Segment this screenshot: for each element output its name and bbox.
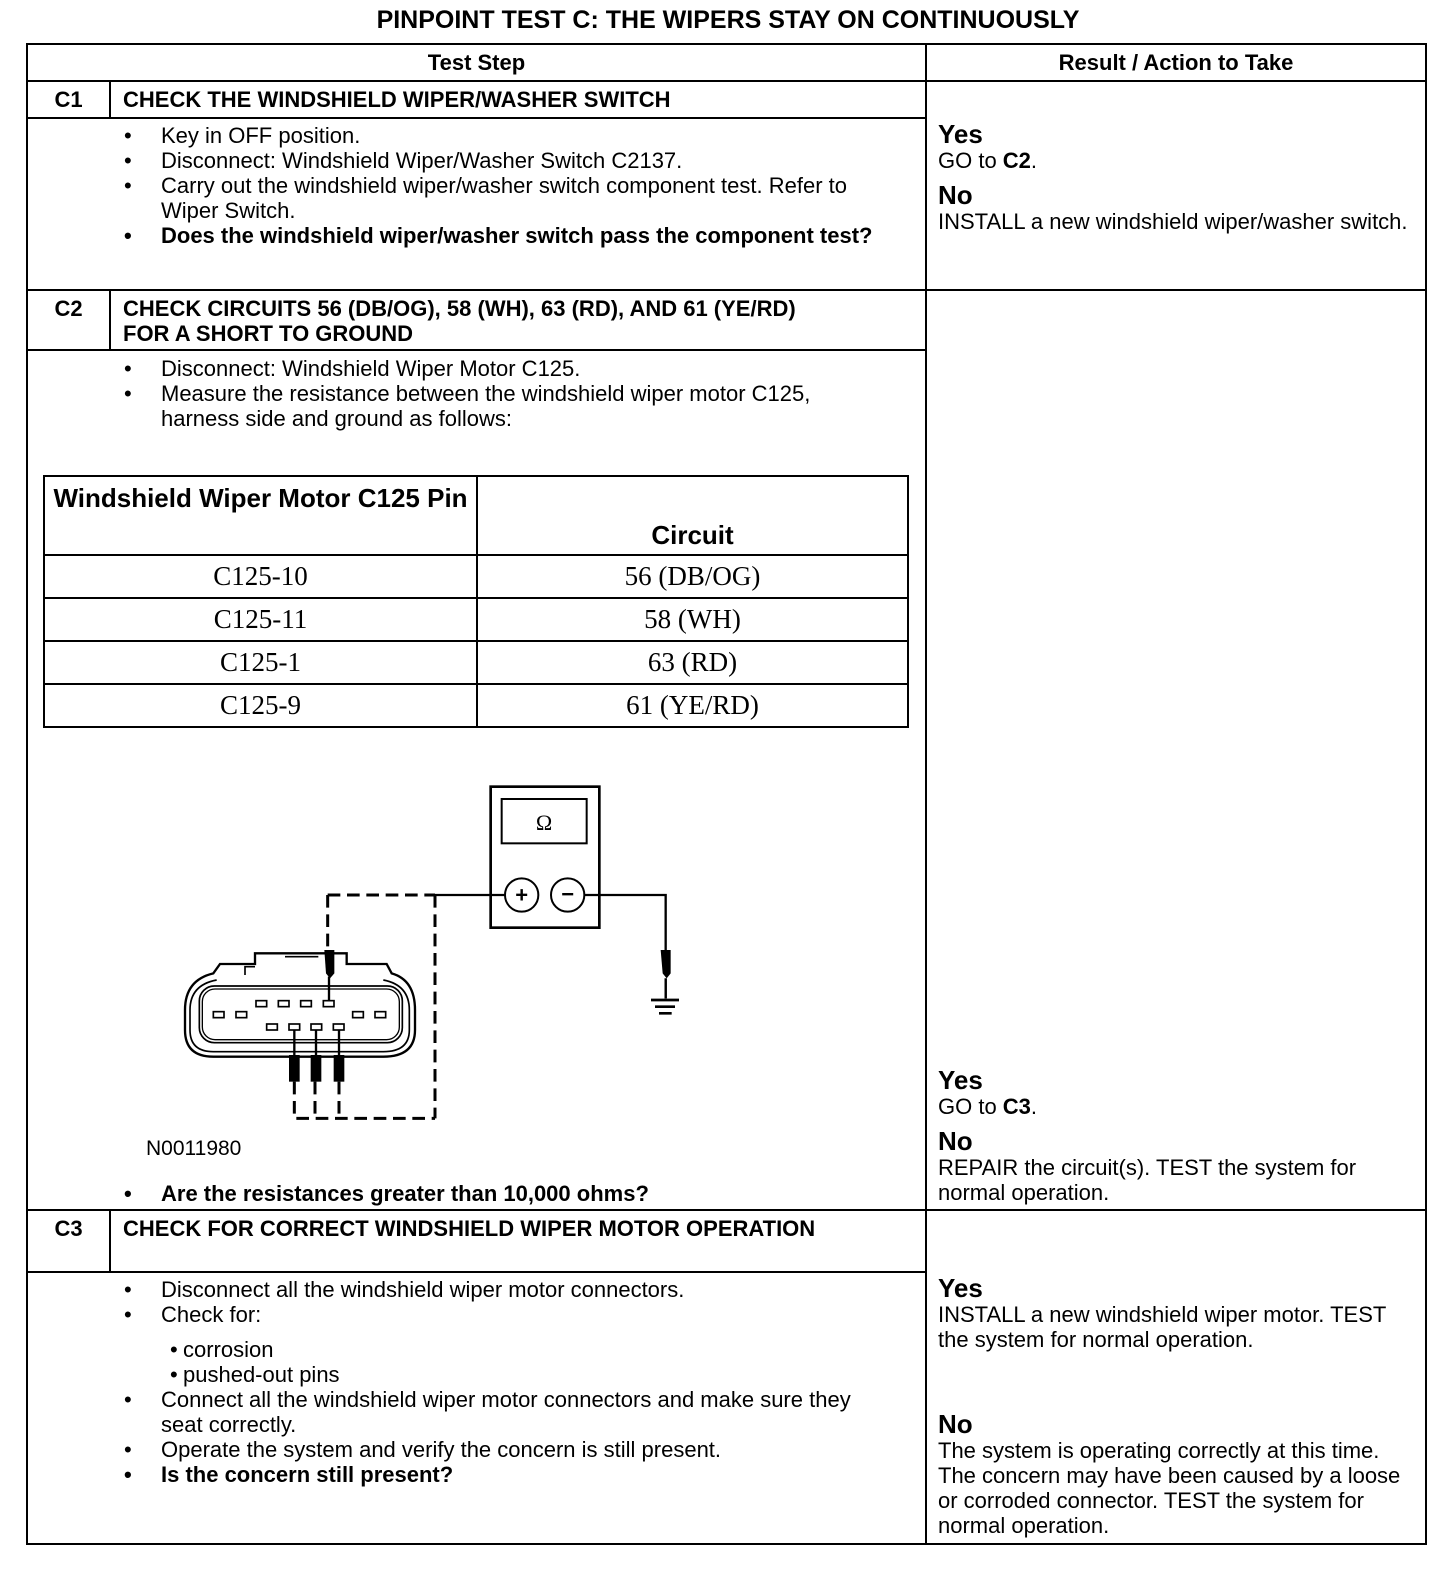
yes-label: Yes: [938, 1065, 983, 1095]
table-row: [44, 555, 908, 598]
circuit-cell: 58 (WH): [477, 598, 908, 641]
step-heading-c1: CHECK THE WINDSHIELD WIPER/WASHER SWITCH: [123, 87, 671, 112]
result-c2: [938, 1066, 1418, 1205]
circuit-cell: 61 (YE/RD): [477, 684, 908, 727]
goto-link-c2[interactable]: C2: [1002, 148, 1031, 173]
table-row: [44, 641, 908, 684]
pin-circuit-table: [43, 475, 909, 728]
header-test-step: Test Step: [427, 50, 526, 75]
yes-action: INSTALL a new windshield wiper motor. TEST the system for normal operation.: [938, 1302, 1386, 1352]
step-heading-c2: CHECK CIRCUITS 56 (DB/OG), 58 (WH), 63 (RD), AND 61 (YE/RD) FOR A SHORT TO GROUND: [123, 296, 796, 346]
no-label: No: [938, 1409, 973, 1439]
step-body-c3: [28, 1277, 868, 1487]
bullet: • Carry out the windshield wiper/washer switch component test. Refer to Wiper Switch.: [28, 173, 888, 223]
figure-id: N0011980: [146, 1137, 242, 1160]
step-body-c1: [28, 123, 888, 248]
bullet: • Key in OFF position.: [28, 123, 888, 148]
ohm-symbol: Ω: [535, 810, 553, 835]
question: • Is the concern still present?: [28, 1462, 868, 1487]
bullet: • Connect all the windshield wiper motor connectors and make sure they seat correctly.: [28, 1387, 868, 1437]
punct: .: [1030, 1094, 1038, 1119]
table-row: [44, 598, 908, 641]
step-number-c2: C2: [54, 296, 83, 321]
bullet: • Disconnect all the windshield wiper motor connectors.: [28, 1277, 868, 1302]
page-title: PINPOINT TEST C: THE WIPERS STAY ON CONTINUOUSLY: [376, 6, 1080, 34]
probe-icons: [289, 950, 671, 1082]
plus-terminal: +: [515, 882, 529, 908]
step-body-c2: [28, 356, 848, 431]
no-label: No: [938, 180, 973, 210]
no-action: REPAIR the circuit(s). TEST the system for normal operation.: [938, 1155, 1357, 1205]
step-number-c3: C3: [54, 1216, 83, 1241]
pin-cell: C125-11: [44, 598, 477, 641]
col-header-pin: Windshield Wiper Motor C125 Pin: [44, 476, 477, 555]
header-result: Result / Action to Take: [1058, 50, 1294, 75]
bullet: • Operate the system and verify the concern is still present.: [28, 1437, 868, 1462]
no-action: INSTALL a new windshield wiper/washer switch.: [938, 209, 1408, 234]
bullet: • Check for:: [28, 1302, 868, 1327]
yes-label: Yes: [938, 119, 983, 149]
punct: .: [1030, 148, 1038, 173]
result-c3-no: [938, 1410, 1418, 1538]
step-question-c2: [28, 1181, 888, 1206]
pin-cell: C125-9: [44, 684, 477, 727]
step-heading-c3: CHECK FOR CORRECT WINDSHIELD WIPER MOTOR OPERATION: [123, 1216, 816, 1241]
yes-label: Yes: [938, 1273, 983, 1303]
ohmmeter-icon: [491, 787, 600, 928]
bullet: • Measure the resistance between the windshield wiper motor C125, harness side and ground as follows:: [28, 381, 848, 431]
goto-link-c3[interactable]: C3: [1002, 1094, 1031, 1119]
table-row: [44, 684, 908, 727]
pin-cell: C125-10: [44, 555, 477, 598]
bullet: • Disconnect: Windshield Wiper/Washer Switch C2137.: [28, 148, 888, 173]
sub-bullet: • corrosion: [28, 1337, 868, 1362]
yes-action: GO to: [938, 1094, 1003, 1119]
question: • Are the resistances greater than 10,000 ohms?: [28, 1181, 888, 1206]
bullet: • Disconnect: Windshield Wiper Motor C125.: [28, 356, 848, 381]
circuit-cell: 56 (DB/OG): [477, 555, 908, 598]
no-action: The system is operating correctly at this time. The concern may have been caused by a loose or corroded connector. TEST the system for normal operation.: [938, 1438, 1401, 1538]
col-header-circuit: Circuit: [477, 476, 908, 555]
sub-bullet: • pushed-out pins: [28, 1362, 868, 1387]
result-c1: [938, 120, 1418, 234]
pin-cell: C125-1: [44, 641, 477, 684]
step-number-c1: C1: [54, 87, 83, 112]
question: • Does the windshield wiper/washer switch pass the component test?: [28, 223, 888, 248]
result-c3-yes: [938, 1274, 1418, 1352]
yes-action: GO to: [938, 148, 1003, 173]
minus-terminal: −: [561, 881, 575, 907]
no-label: No: [938, 1126, 973, 1156]
ohmmeter-connector-diagram: [170, 780, 700, 1160]
circuit-cell: 63 (RD): [477, 641, 908, 684]
